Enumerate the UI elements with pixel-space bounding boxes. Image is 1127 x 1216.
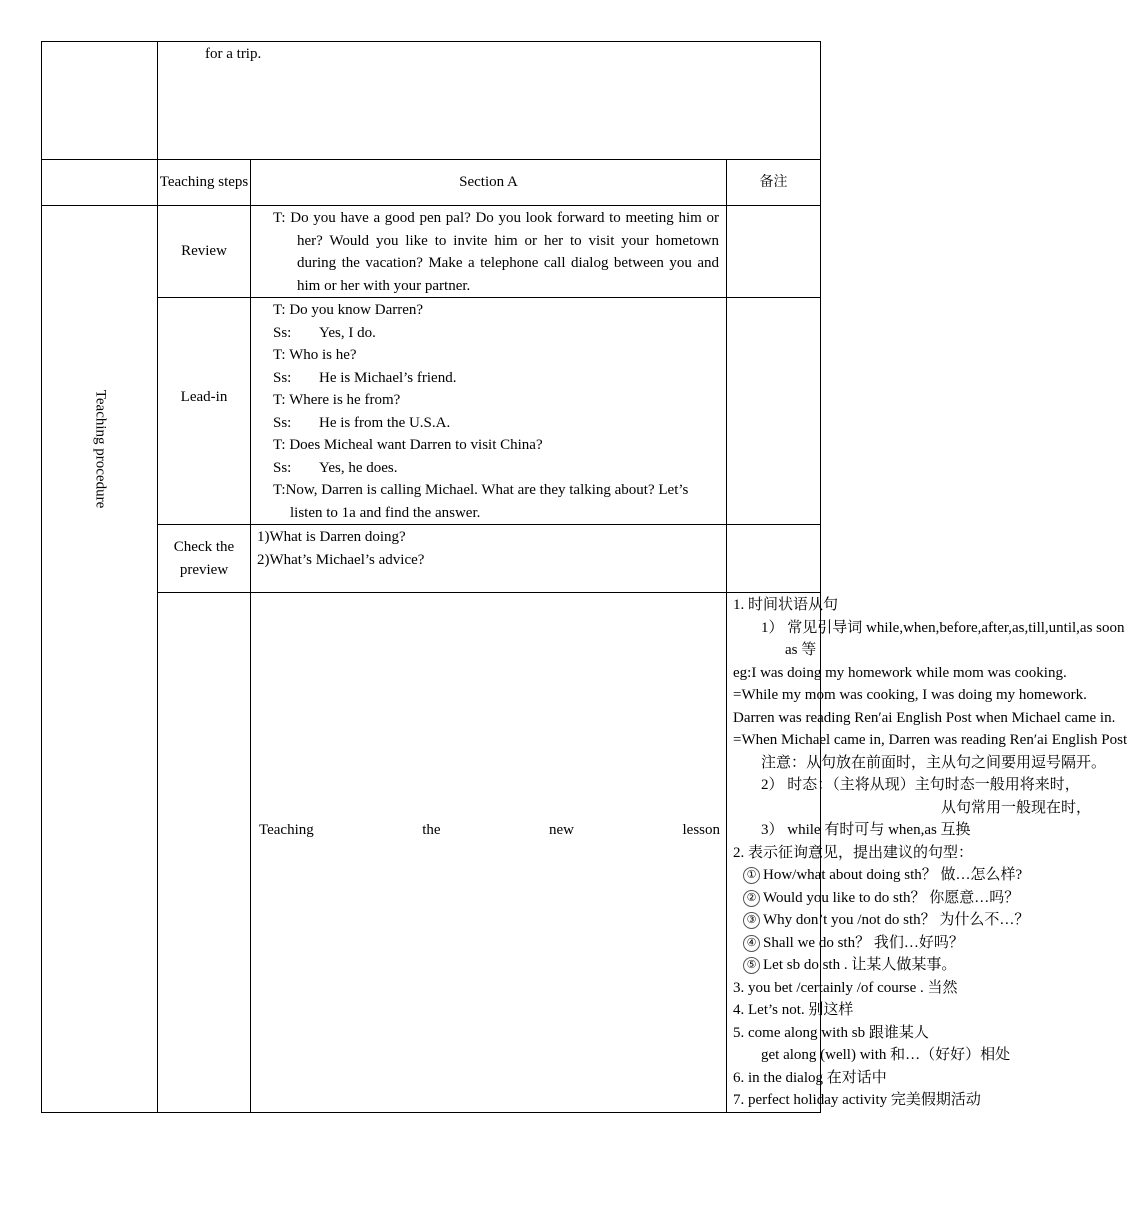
header-empty-cell [42,160,158,206]
lesson-line: 从句常用一般现在时， [941,799,1092,816]
lesson-line: 1. 时间状语从句 [733,597,839,613]
dialog-line: T: Do you know Darren? [273,302,424,318]
leadin-dialog [251,298,726,524]
header-notes: 备注 [727,160,821,206]
dialog-line: Ss: Yes, he does. [273,459,398,476]
lesson-line: =When Michael came in, Darren was reading Ren′ai English Post [733,732,1127,748]
review-row [42,206,821,298]
lesson-content [727,593,1127,1112]
circled-number-2: ② [743,890,760,907]
lesson-content-cell [727,593,1127,1113]
dialog-line: Ss: Yes, I do. [273,324,376,341]
lesson-line: Darren was reading Ren′ai English Post when Michael came in. [733,709,1116,726]
lesson-plan-table [41,41,1127,1113]
dialog-line: T: Where is he from? [273,392,401,408]
dialog-line: Ss: He is from the U.S.A. [273,414,451,431]
lesson-label: Teaching the new lesson [251,593,727,1113]
dialog-line: T:Now, Darren is calling Michael. What are they talking about? Let’s listen to 1a and find the answer. [273,482,689,521]
dialog-line: T: Who is he? [273,347,357,363]
suggestion-line: ③ Why don’t you /not do sth？ 为什么不…？ [733,909,814,932]
check-notes-cell [727,525,821,593]
circled-number-4: ④ [743,935,760,952]
check-label: Check the preview [158,525,251,593]
leadin-row [42,298,821,525]
lesson-line: =While my mom was cooking, I was doing my homework. [733,687,1087,703]
dialog-line: Ss: He is Michael’s friend. [273,369,457,386]
procedure-label: Teaching procedure [91,389,108,509]
lesson-line: get along (well) with 和…（好好）相处 [761,1047,1011,1063]
suggestion-line: ① How/what about doing sth？ 做…怎么样? [733,864,814,887]
header-teaching-steps: Teaching steps [158,160,251,206]
lesson-line: 1） 常见引导词 while,when,before,after,as,till,until,as soon [761,619,1125,636]
lesson-row [42,593,821,1113]
header-row [42,160,821,206]
lesson-line: 7. perfect holiday activity 完美假期活动 [733,1092,981,1108]
suggestion-line: ④ Shall we do sth？ 我们…好吗？ [733,932,814,955]
lesson-line: 3. you bet /certainly /of course . 当然 [733,979,958,996]
lesson-line: 3） while 有时可与 when,as 互换 [761,822,971,838]
circled-number-1: ① [743,867,760,884]
top-row-empty-cell [42,42,158,160]
circled-number-3: ③ [743,912,760,929]
header-section-a: Section A [251,160,727,206]
leadin-label: Lead-in [158,298,251,525]
review-label: Review [158,206,251,298]
circled-number-5: ⑤ [743,957,760,974]
lesson-line: 2） 时态：（主将从现）主句时态一般用将来时， [761,777,1080,793]
check-question-2: 2)What’s Michael’s advice? [257,551,425,568]
lesson-line: eg:I was doing my homework while mom was cooking. [733,664,1067,681]
check-row [42,525,821,593]
review-notes-cell [727,206,821,298]
check-content-cell [251,525,727,593]
leadin-notes-cell [727,298,821,525]
lesson-line: 4. Let’s not. 别这样 [733,1002,854,1018]
review-content-cell [251,206,727,298]
suggestion-line: ② Would you like to do sth？ 你愿意…吗？ [733,887,814,910]
leadin-content-cell [251,298,727,525]
suggestion-line: ⑤ Let sb do sth . 让某人做某事。 [733,954,814,977]
check-question-1: 1)What is Darren doing? [257,529,406,545]
dialog-line: T: Does Micheal want Darren to visit China? [273,437,543,453]
lesson-row-empty-cell [158,593,251,1113]
lesson-line: as 等 [785,642,817,658]
procedure-label-cell [42,206,158,1113]
lesson-line: 5. come along with sb 跟谁某人 [733,1024,929,1041]
lesson-line: 注意：从句放在前面时，主从句之间要用逗号隔开。 [761,754,1107,771]
top-row-text-cell [158,42,821,160]
review-text: T: Do you have a good pen pal? Do you look forward to meeting him or her? Would you like to invite him or her to visit your hometown during the vacation? Make a telephone call dialog between you and him or her with your partner. [273,210,719,294]
lesson-line: 2. 表示征询意见，提出建议的句型： [733,844,974,861]
top-row-text: for a trip. [205,46,262,62]
lesson-line: 6. in the dialog 在对话中 [733,1069,887,1086]
top-row [42,42,821,160]
